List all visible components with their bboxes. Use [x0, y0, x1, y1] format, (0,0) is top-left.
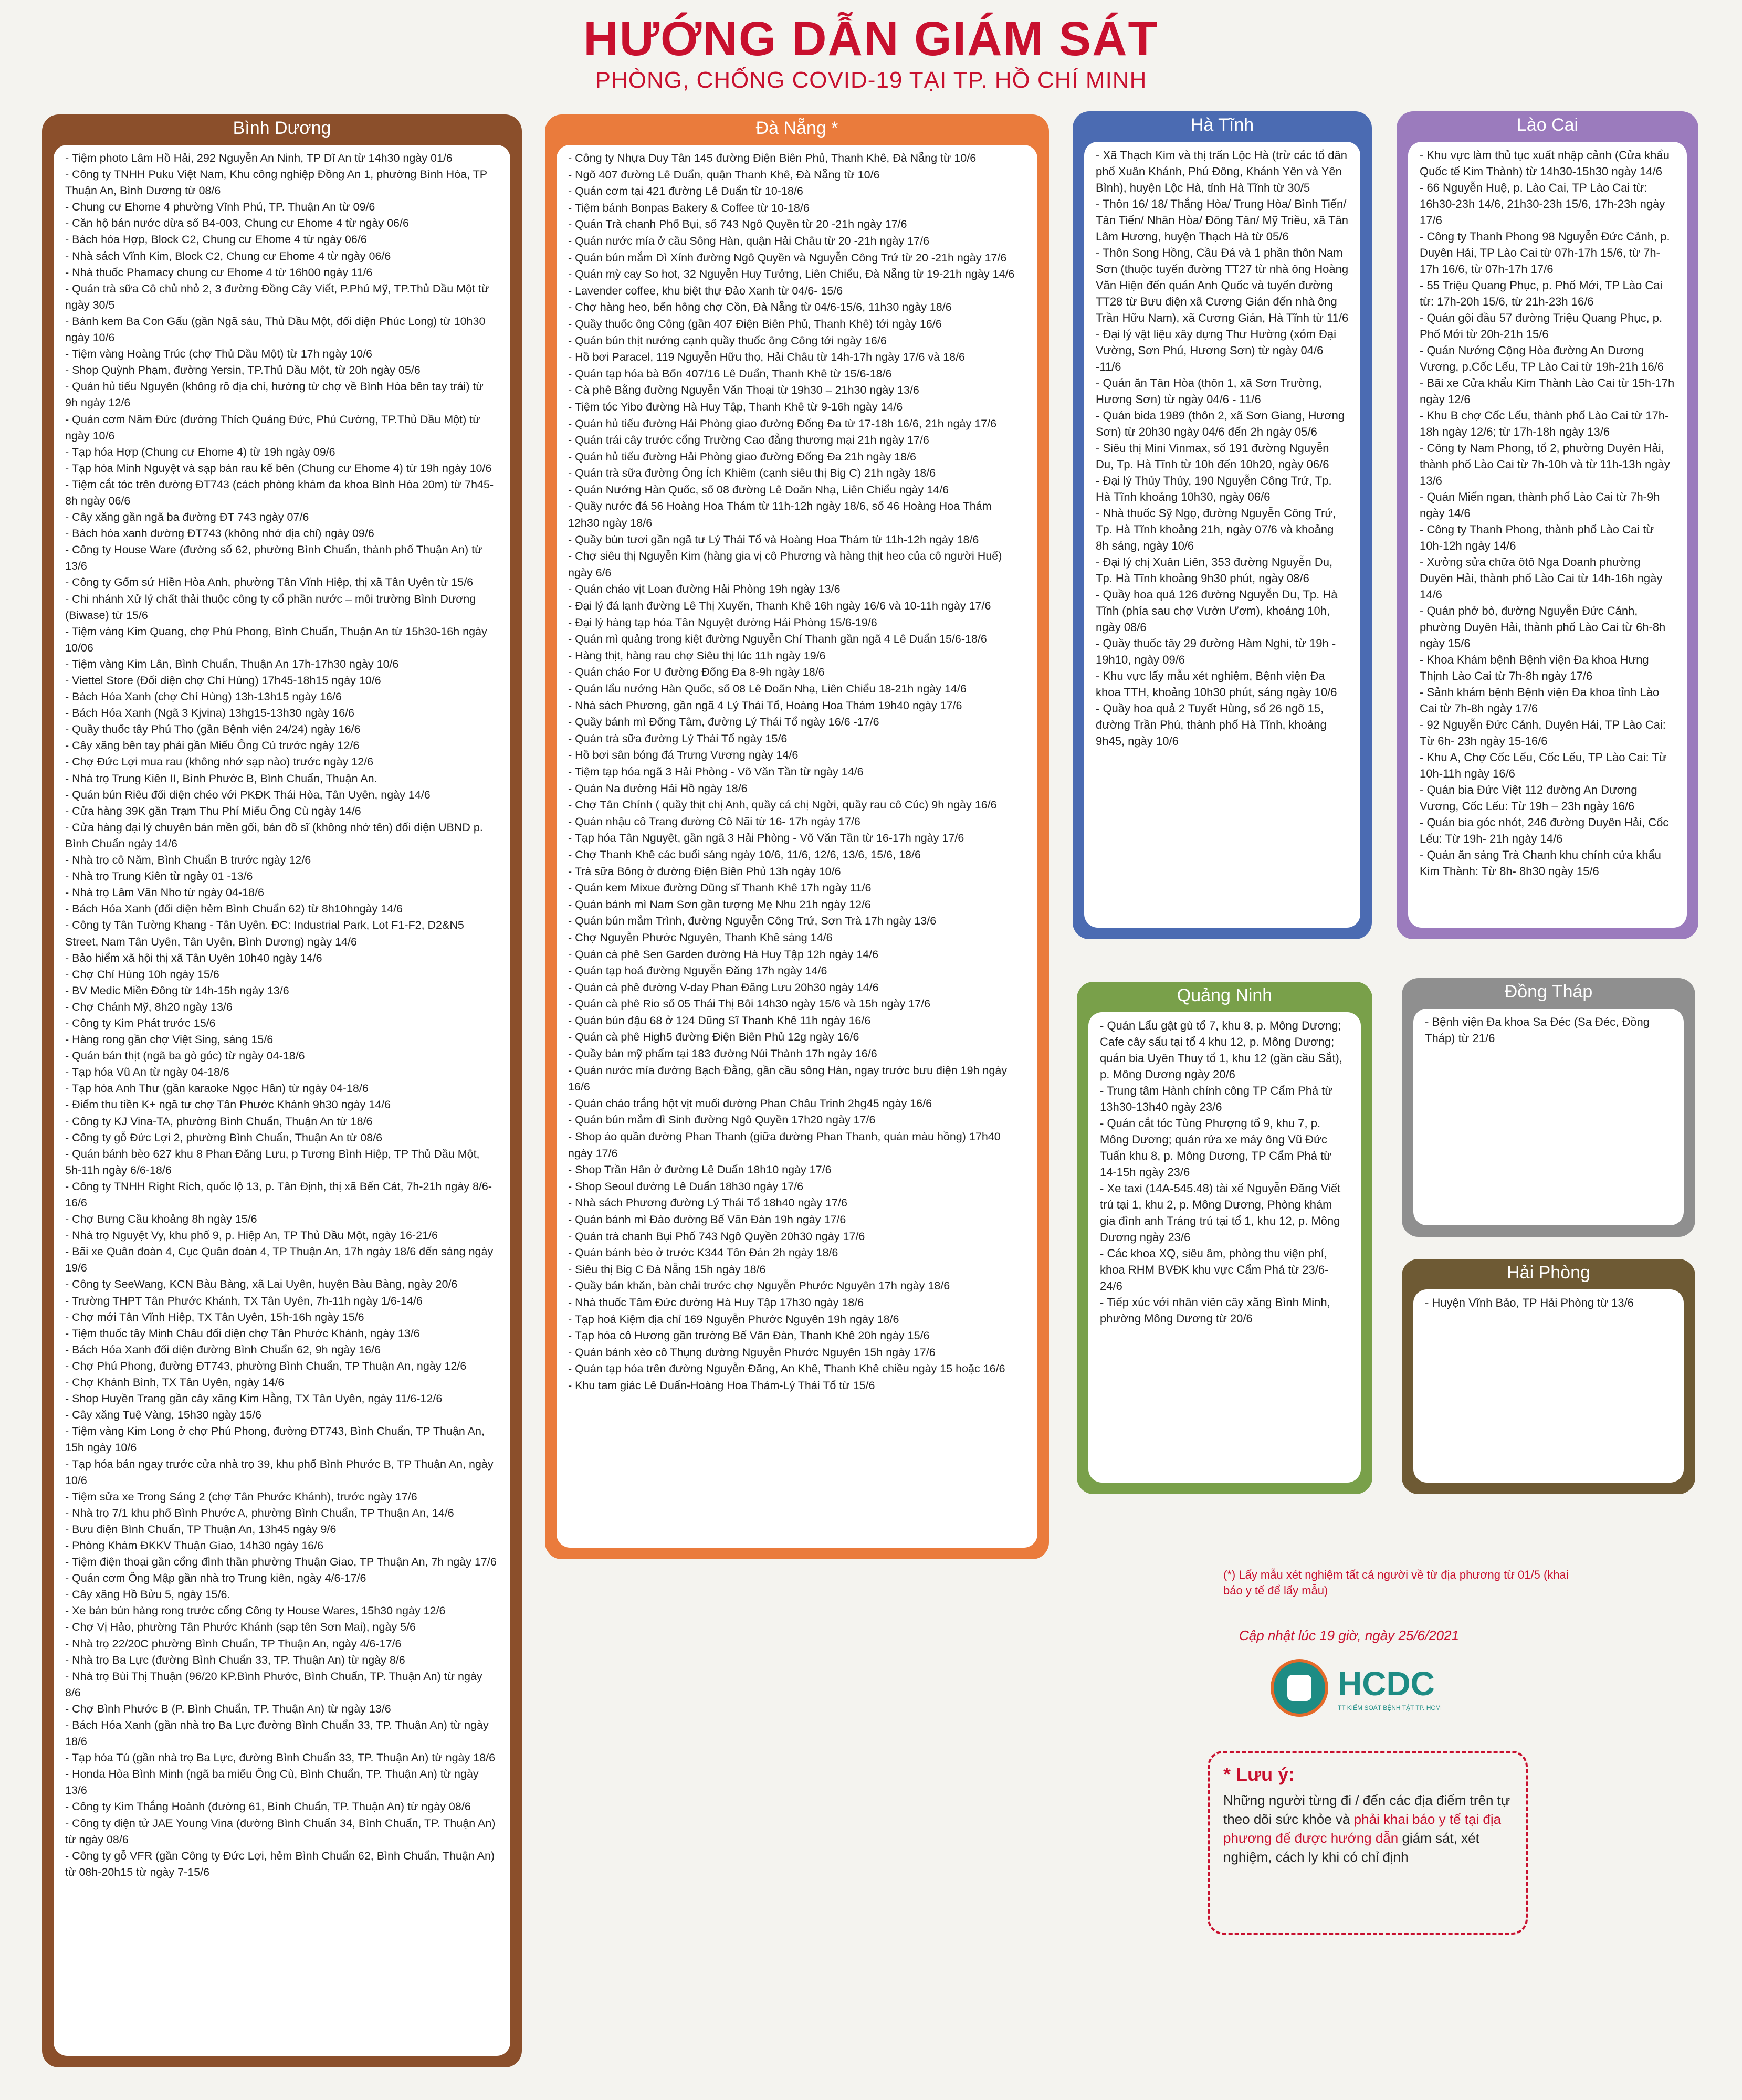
- list-item: - Quầy bán mỹ phẩm tại 183 đường Núi Thành 17h ngày 16/6: [568, 1047, 877, 1060]
- list-item: - Tiếp xúc với nhân viên cây xăng Bình Minh, phường Mông Dương từ 20/6: [1100, 1296, 1330, 1325]
- list-item: - Tạp hóa Vũ An từ ngày 04-18/6: [65, 1066, 229, 1079]
- list-item: - Quán bida 1989 (thôn 2, xã Sơn Giang, Hương Sơn) từ 20h30 ngày 04/6 đến 2h ngày 05/6: [1096, 409, 1345, 438]
- list-item: - Quán bún mắm Dì Xính đường Ngô Quyền và Nguyễn Công Trứ từ 20 -21h ngày 17/6: [568, 251, 1007, 264]
- list-item: - Quán bia Đức Việt 112 đường An Dương Vương, Cốc Lếu: Từ 19h – 23h ngày 16/6: [1420, 783, 1638, 813]
- list-item: - Nhà thuốc Tâm Đức đường Hà Huy Tập 17h30 ngày 18/6: [568, 1296, 864, 1309]
- hcdc-logo-icon: [1271, 1659, 1328, 1717]
- list-item: - Nhà sách Vĩnh Kim, Block C2, Chung cư Ehome 4 từ ngày 06/6: [65, 249, 391, 262]
- list-item: - Công ty Thanh Phong 98 Nguyễn Đức Cảnh, p. Duyên Hải, TP Lào Cai từ 07h-17h 15/6, từ 7h-17h 16/6, từ 07h-17h 17/6: [1420, 230, 1670, 276]
- list-item: - Honda Hòa Bình Minh (ngã ba miếu Ông Cù, Bình Chuẩn, TP. Thuận An) từ ngày 13/6: [65, 1768, 479, 1797]
- list-item: - Tiệm bánh Bonpas Bakery & Coffee từ 10-18/6: [568, 201, 810, 214]
- location-list: [1420, 147, 1675, 879]
- list-item: - Đại lý Thủy Thủy, 190 Nguyễn Công Trứ, Tp. Hà Tĩnh khoảng 10h30, ngày 06/6: [1096, 474, 1332, 503]
- list-item: - Nhà trọ 22/20C phường Bình Chuẩn, TP Thuận An, ngày 4/6-17/6: [65, 1637, 402, 1650]
- list-item: - Tạp hóa Minh Nguyệt và sạp bán rau kế bên (Chung cư Ehome 4) từ 19h ngày 10/6: [65, 461, 492, 475]
- list-item: - Phòng Khám ĐKKV Thuận Giao, 14h30 ngày 16/6: [65, 1539, 324, 1552]
- list-item: - Công ty Kim Thắng Hoành (đường 61, Bình Chuẩn, TP. Thuận An) từ ngày 08/6: [65, 1800, 471, 1813]
- list-item: - Quán lẩu nướng Hàn Quốc, số 08 Lê Doãn Nhạ, Liên Chiểu 18-21h ngày 14/6: [568, 682, 967, 695]
- list-item: - Tiệm sửa xe Trong Sáng 2 (chợ Tân Phước Khánh), trước ngày 17/6: [65, 1490, 417, 1503]
- list-item: - Quán trái cây trước cổng Trường Cao đẳng thương mại 21h ngày 17/6: [568, 434, 929, 447]
- list-item: - Quán Miến ngan, thành phố Lào Cai từ 7h-9h ngày 14/6: [1420, 490, 1660, 520]
- list-item: - Công ty Kim Phát trước 15/6: [65, 1016, 216, 1030]
- list-item: - Quán bánh mì Nam Sơn gần tượng Mẹ Nhu 21h ngày 12/6: [568, 898, 871, 911]
- list-item: - Quán trà sữa đường Lý Thái Tổ ngày 15/6: [568, 732, 788, 745]
- list-item: - Công ty Tân Tường Khang - Tân Uyên. ĐC: Industrial Park, Lot F1-F2, D2&N5 Street, Nam Tân Uyên, Tân Uyên, Bình Dương) ngày 14/6: [65, 919, 464, 948]
- list-item: - Chợ Nguyễn Phước Nguyên, Thanh Khê sáng 14/6: [568, 931, 833, 944]
- list-item: - Xã Thạch Kim và thị trấn Lộc Hà (trừ các tổ dân phố Xuân Khánh, Phú Đông, Khánh Yên và Yên Bình), huyện Lộc Hà, tỉnh Hà Tĩnh từ 30/5: [1096, 149, 1347, 194]
- list-item: - Công ty TNHH Right Rich, quốc lộ 13, p. Tân Định, thị xã Bến Cát, 7h-21h ngày 8/6-16/6: [65, 1180, 492, 1209]
- list-item: - Nhà thuốc Phamacy chung cư Ehome 4 từ 16h00 ngày 11/6: [65, 266, 373, 279]
- location-list: [1425, 1295, 1672, 1311]
- note-text-highlight: phải khai báo y tế tại địa phương để được hướng dẫn: [1223, 1811, 1502, 1846]
- list-item: - Quán ăn sáng Trà Chanh khu chính cửa khẩu Kim Thành: Từ 8h- 8h30 ngày 15/6: [1420, 848, 1661, 878]
- list-item: - Đại lý hàng tạp hóa Tân Nguyệt đường Hải Phòng 15/6-19/6: [568, 616, 877, 629]
- list-item: - Nhà trọ Trung Kiên từ ngày 01 -13/6: [65, 870, 253, 883]
- list-item: - Quán bún mắm Trình, đường Nguyễn Công Trứ, Sơn Trà 17h ngày 13/6: [568, 915, 937, 928]
- list-item: - Tiệm vàng Kim Long ở chợ Phú Phong, đường ĐT743, Bình Chuẩn, TP Thuận An, 15h ngày 10/6: [65, 1425, 485, 1454]
- list-item: - Các khoa XQ, siêu âm, phòng thu viện phí, khoa RHM BVĐK khu vực Cẩm Phả từ 23/6-24/6: [1100, 1247, 1329, 1293]
- list-item: - Chợ hàng heo, bến hông chợ Cồn, Đà Nẵng từ 04/6-15/6, 11h30 ngày 18/6: [568, 301, 952, 314]
- list-item: - Khu B chợ Cốc Lếu, thành phố Lào Cai từ 17h-18h ngày 12/6; từ 17h-18h ngày 13/6: [1420, 409, 1669, 438]
- list-item: - Nhà trọ Ba Lực (đường Bình Chuẩn 33, TP. Thuận An) từ ngày 8/6: [65, 1653, 405, 1666]
- hcdc-logo-text: HCDC: [1338, 1665, 1435, 1703]
- list-item: - Chung cư Ehome 4 phường Vĩnh Phú, TP. Thuận An từ 09/6: [65, 201, 375, 214]
- list-item: - Hồ bơi sân bóng đá Trưng Vương ngày 14/6: [568, 749, 799, 762]
- list-item: - Bãi xe Quân đoàn 4, Cục Quân đoàn 4, TP Thuận An, 17h ngày 18/6 đến sáng ngày 19/6: [65, 1245, 494, 1275]
- hcdc-logo: [1271, 1659, 1460, 1717]
- list-item: - Tiệm photo Lâm Hồ Hải, 292 Nguyễn An Ninh, TP Dĩ An từ 14h30 ngày 01/6: [65, 152, 453, 164]
- list-item: - Công ty Gốm sứ Hiền Hòa Anh, phường Tân Vĩnh Hiệp, thị xã Tân Uyên từ 15/6: [65, 576, 474, 589]
- list-item: - Quán bán thịt (ngã ba gò góc) từ ngày 04-18/6: [65, 1049, 305, 1063]
- list-item: - Chợ Bưng Cầu khoảng 8h ngày 15/6: [65, 1213, 257, 1226]
- list-item: - Thôn 16/ 18/ Thắng Hòa/ Trung Hòa/ Bình Tiến/ Tân Tiến/ Nhân Hòa/ Đông Tân/ Mỹ Triều, xã Tân Lâm Hương, huyện Thạch Hà từ 05/6: [1096, 197, 1348, 243]
- list-item: - Chợ Khánh Bình, TX Tân Uyên, ngày 14/6: [65, 1376, 285, 1389]
- panel-body: [1413, 1289, 1684, 1483]
- list-item: - Quán hủ tiếu Nguyên (không rõ địa chỉ, hướng từ chợ về Bình Hòa bên tay trái) từ 9h ngày 12/6: [65, 380, 484, 410]
- list-item: - Quán nước mía ở cầu Sông Hàn, quận Hải Châu từ 20 -21h ngày 17/6: [568, 234, 930, 247]
- list-item: - Tạp hóa Tú (gần nhà trọ Ba Lực, đường Bình Chuẩn 33, TP. Thuận An) từ ngày 18/6: [65, 1751, 496, 1765]
- panel-title: Hà Tĩnh: [1190, 115, 1254, 135]
- list-item: - Bách Hóa Xanh đối diện đường Bình Chuẩn 62, 9h ngày 16/6: [65, 1343, 381, 1356]
- note-text-part: Những người từng đi / đến các địa điểm trên tự theo dõi sức khỏe và: [1223, 1792, 1510, 1827]
- list-item: - Siêu thị Mini Vinmax, số 191 đường Nguyễn Du, Tp. Hà Tĩnh từ 10h đến 10h20, ngày 06/6: [1096, 442, 1329, 471]
- list-item: - Tiệm vàng Hoàng Trúc (chợ Thủ Dầu Một) từ 17h ngày 10/6: [65, 348, 372, 361]
- list-item: - Tiệm vàng Kim Quang, chợ Phú Phong, Bình Chuẩn, Thuận An từ 15h30-16h ngày 10/06: [65, 625, 487, 654]
- list-item: - Quán kem Mixue đường Dũng sĩ Thanh Khê 17h ngày 11/6: [568, 881, 872, 895]
- list-item: - Quán phở bò, đường Nguyễn Đức Cảnh, phường Duyên Hải, thành phố Lào Cai từ 6h-8h ngày 15/6: [1420, 604, 1666, 650]
- list-item: - Bách Hóa Xanh (gần nhà trọ Ba Lực đường Bình Chuẩn 33, TP. Thuận An) từ ngày 18/6: [65, 1719, 489, 1748]
- list-item: - Công ty gỗ VFR (gần Công ty Đức Lợi, hẻm Bình Chuẩn 62, Bình Chuẩn, Thuận An) từ 08h-20h15 từ ngày 7-15/6: [65, 1849, 495, 1878]
- list-item: - Huyện Vĩnh Bảo, TP Hải Phòng từ 13/6: [1425, 1296, 1634, 1309]
- list-item: - Nhà trọ Nguyệt Vy, khu phố 9, p. Hiệp An, TP Thủ Dầu Một, ngày 16-21/6: [65, 1229, 438, 1242]
- list-item: - Quầy bánh mì Đống Tâm, đường Lý Thái Tổ ngày 16/6 -17/6: [568, 716, 879, 729]
- list-item: - Quán tạp hoá đường Nguyễn Đăng 17h ngày 14/6: [568, 964, 827, 978]
- list-item: - Chợ Đức Lợi mua rau (không nhớ sạp nào) trước ngày 12/6: [65, 755, 374, 769]
- list-item: - 55 Triệu Quang Phục, p. Phố Mới, TP Lào Cai từ: 17h-20h 15/6, từ 21h-23h 16/6: [1420, 279, 1663, 308]
- list-item: - Quán cà phê High5 đường Điện Biên Phủ 12g ngày 16/6: [568, 1031, 859, 1044]
- panel-body: [1408, 142, 1687, 928]
- list-item: - Chợ Vị Hảo, phường Tân Phước Khánh (sạp tên Sơn Mai), ngày 5/6: [65, 1621, 416, 1634]
- panel-body: [1088, 1012, 1361, 1483]
- list-item: - BV Medic Miền Đông từ 14h-15h ngày 13/6: [65, 984, 289, 997]
- list-item: - Quán gội đầu 57 đường Triệu Quang Phục, p. Phố Mới từ 20h-21h 15/6: [1420, 311, 1663, 341]
- footnote-text: Lấy mẫu xét nghiệm tất cả người về từ địa phương từ 01/5 (khai báo y tế để lấy mẫu): [1223, 1568, 1569, 1597]
- list-item: - Quán Na đường Hải Hồ ngày 18/6: [568, 782, 748, 795]
- list-item: - Quán bánh bèo ở trước K344 Tôn Đản 2h ngày 18/6: [568, 1246, 838, 1259]
- list-item: - Quán cơm tại 421 đường Lê Duẩn từ 10-18/6: [568, 185, 803, 198]
- list-item: - Quầy thuốc tây 29 đường Hàm Nghi, từ 19h - 19h10, ngày 09/6: [1096, 637, 1336, 666]
- list-item: - Cà phê Bằng đường Nguyễn Văn Thoại từ 19h30 – 21h30 ngày 13/6: [568, 384, 919, 397]
- list-item: - Quán bánh xèo cô Thụng đường Nguyễn Phước Nguyên 15h ngày 17/6: [568, 1346, 936, 1359]
- list-item: - Đại lý vật liệu xây dựng Thư Hường (xóm Đại Vường, Sơn Phú, Hương Sơn) từ ngày 04/6 -11/6: [1096, 328, 1337, 373]
- list-item: - Quầy thuốc tây Phú Thọ (gần Bệnh viện 24/24) ngày 16/6: [65, 723, 361, 736]
- list-item: - Quán bún thịt nướng cạnh quầy thuốc ông Công tới ngày 16/6: [568, 334, 887, 347]
- list-item: - Chợ Thanh Khê các buổi sáng ngày 10/6, 11/6, 12/6, 13/6, 15/6, 18/6: [568, 848, 921, 861]
- list-item: - Bảo hiểm xã hội thị xã Tân Uyên 10h40 ngày 14/6: [65, 951, 322, 964]
- list-item: - Xe taxi (14A-545.48) tài xế Nguyễn Đăng Viết trú tại 1, khu 2, p. Mông Dương, Phòng khám gia đình anh Tráng trú tại tổ 1, khu 12, p. Mông Dương ngày 23/6: [1100, 1182, 1341, 1244]
- list-item: - Quán cà phê đường V-day Phan Đăng Lưu 20h30 ngày 14/6: [568, 981, 879, 994]
- list-item: - Quầy bán khăn, bàn chải trước chợ Nguyễn Phước Nguyên 17h ngày 18/6: [568, 1279, 950, 1293]
- list-item: - Quán cà phê Rio số 05 Thái Thị Bôi 14h30 ngày 15/6 và 15h ngày 17/6: [568, 998, 931, 1011]
- panel-title: Quảng Ninh: [1177, 985, 1273, 1005]
- list-item: - Cây xăng gần ngã ba đường ĐT 743 ngày 07/6: [65, 511, 309, 524]
- list-item: - Shop Huyền Trang gần cây xăng Kim Hằng, TX Tân Uyên, ngày 11/6-12/6: [65, 1392, 443, 1405]
- list-item: - Xe bán bún hàng rong trước cổng Công ty House Wares, 15h30 ngày 12/6: [65, 1604, 446, 1618]
- list-item: - Nhà trọ Bùi Thị Thuận (96/20 KP.Bình Phước, Bình Chuẩn, TP. Thuận An) từ ngày 8/6: [65, 1670, 482, 1699]
- list-item: - Quán Nướng Hàn Quốc, số 08 đường Lê Doãn Nhạ, Liên Chiểu ngày 14/6: [568, 483, 949, 496]
- panel-body: [1084, 142, 1360, 928]
- list-item: - Quán ăn Tân Hòa (thôn 1, xã Sơn Trường, Hương Sơn) từ ngày 04/6 - 11/6: [1096, 376, 1322, 406]
- location-list: [1096, 147, 1349, 749]
- list-item: - Bưu điện Bình Chuẩn, TP Thuận An, 13h45 ngày 9/6: [65, 1522, 337, 1536]
- hcdc-logo-tagline: TT KIỂM SOÁT BỆNH TẬT TP. HCM: [1338, 1704, 1441, 1712]
- list-item: - Xưởng sửa chữa ôtô Nga Doanh phường Duyên Hải, thành phố Lào Cai từ 14h-16h ngày 14/6: [1420, 555, 1663, 601]
- list-item: - Chợ Tân Chính ( quầy thịt chị Anh, quầy cá chị Ngời, quầy rau cô Cúc) 9h ngày 16/6: [568, 799, 997, 812]
- list-item: - Trung tâm Hành chính công TP Cẩm Phả từ 13h30-13h40 ngày 23/6: [1100, 1084, 1333, 1114]
- location-list: [65, 150, 499, 1881]
- list-item: - Công ty House Ware (đường số 62, phường Bình Chuẩn, thành phố Thuận An) từ 13/6: [65, 543, 482, 573]
- list-item: - Quán tạp hóa trên đường Nguyễn Đăng, An Khê, Thanh Khê chiều ngày 15 hoặc 16/6: [568, 1362, 1005, 1376]
- location-list: [1425, 1014, 1672, 1046]
- list-item: - Chợ mới Tân Vĩnh Hiệp, TX Tân Uyên, 15h-16h ngày 15/6: [65, 1310, 364, 1324]
- list-item: - Nhà sách Phương, gần ngã 4 Lý Thái Tổ, Hoàng Hoa Thám 19h40 ngày 17/6: [568, 699, 962, 712]
- list-item: - Bách Hóa Xanh (Ngã 3 Kjvina) 13hg15-13h30 ngày 16/6: [65, 707, 355, 720]
- list-item: - Khu tam giác Lê Duẩn-Hoàng Hoa Thám-Lý Thái Tổ từ 15/6: [568, 1379, 875, 1392]
- panel-body: [557, 145, 1037, 1548]
- list-item: - Chợ Chí Hùng 10h ngày 15/6: [65, 968, 219, 981]
- list-item: - Quán bánh bèo 627 khu 8 Phan Đăng Lưu, p Tương Bình Hiệp, TP Thủ Dầu Một, 5h-11h ngày 6/6-18/6: [65, 1147, 480, 1177]
- footnote-marker: (*): [1223, 1568, 1236, 1581]
- list-item: - Cây xăng Tuệ Vàng, 15h30 ngày 15/6: [65, 1409, 262, 1422]
- panel-title: Hải Phòng: [1507, 1263, 1590, 1283]
- list-item: - Tạp hóa Hợp (Chung cư Ehome 4) từ 19h ngày 09/6: [65, 445, 335, 458]
- list-item: - Sảnh khám bệnh Bệnh viện Đa khoa tỉnh Lào Cai từ 7h-8h ngày 17/6: [1420, 686, 1660, 715]
- list-item: - Quán mỳ cay So hot, 32 Nguyễn Huy Tưởng, Liên Chiểu, Đà Nẵng từ 19-21h ngày 14/6: [568, 268, 1015, 281]
- list-item: - Khu vực làm thủ tục xuất nhập cảnh (Cửa khẩu Quốc tế Kim Thành) từ 14h30-15h30 ngày 14/6: [1420, 149, 1670, 178]
- list-item: - Tạp hóa Tân Nguyệt, gần ngã 3 Hải Phòng - Võ Văn Tần từ 16-17h ngày 17/6: [568, 832, 964, 845]
- panel-ha-tinh: [1073, 111, 1372, 939]
- list-item: - Công ty SeeWang, KCN Bàu Bàng, xã Lai Uyên, huyện Bàu Bàng, ngày 20/6: [65, 1278, 458, 1291]
- list-item: - Nhà sách Phương đường Lý Thái Tổ 18h40 ngày 17/6: [568, 1196, 847, 1210]
- list-item: - Siêu thị Big C Đà Nẵng 15h ngày 18/6: [568, 1263, 766, 1276]
- list-item: - Nhà trọ Trung Kiên II, Bình Phước B, Bình Chuẩn, Thuận An.: [65, 772, 377, 785]
- list-item: - Quán trà sữa đường Ông Ích Khiêm (cạnh siêu thị Big C) 21h ngày 18/6: [568, 467, 936, 480]
- list-item: - Chợ Chánh Mỹ, 8h20 ngày 13/6: [65, 1000, 233, 1013]
- list-item: - Nhà trọ Lâm Văn Nho từ ngày 04-18/6: [65, 886, 264, 899]
- list-item: - Quán cháo vịt Loan đường Hải Phòng 19h ngày 13/6: [568, 583, 841, 596]
- list-item: - Shop Trần Hân ở đường Lê Duẩn 18h10 ngày 17/6: [568, 1163, 832, 1177]
- list-item: - Tiệm cắt tóc trên đường ĐT743 (cách phòng khám đa khoa Bình Hòa 20m) từ 7h45-8h ngày 06/6: [65, 478, 494, 507]
- list-item: - Quán bún mắm dì Sinh đường Ngô Quyền 17h20 ngày 17/6: [568, 1114, 876, 1127]
- list-item: - Tạp hóa Anh Thư (gần karaoke Ngọc Hân) từ ngày 04-18/6: [65, 1082, 369, 1095]
- page-subtitle: PHÒNG, CHỐNG COVID-19 TẠI TP. HỒ CHÍ MINH: [595, 67, 1147, 93]
- list-item: - Quán tạp hóa bà Bốn 407/16 Lê Duẩn, Thanh Khê từ 15/6-18/6: [568, 367, 892, 380]
- update-time: Cập nhật lúc 19 giờ, ngày 25/6/2021: [1239, 1628, 1460, 1643]
- list-item: - Quầy thuốc ông Công (gần 407 Điện Biên Phủ, Thanh Khê) tới ngày 16/6: [568, 317, 942, 330]
- list-item: - Điểm thu tiền K+ ngã tư chợ Tân Phước Khánh 9h30 ngày 14/6: [65, 1098, 391, 1111]
- list-item: - Chợ siêu thị Nguyễn Kim (hàng gia vị cô Phương và hàng thịt heo của cô người Huế) ngày 6/6: [568, 550, 1002, 579]
- list-item: - Chợ Bình Phước B (P. Bình Chuẩn, TP. Thuận An) từ ngày 13/6: [65, 1702, 391, 1715]
- list-item: - Đại lý chị Xuân Liên, 353 đường Nguyễn Du, Tp. Hà Tĩnh khoảng 9h30 phút, ngày 08/6: [1096, 555, 1333, 585]
- list-item: - Quán hủ tiếu đường Hải Phòng giao đường Đống Đa từ 17-18h 16/6, 21h ngày 17/6: [568, 417, 997, 430]
- list-item: - Quán trà chanh Bụi Phố 743 Ngô Quyền 20h30 ngày 17/6: [568, 1230, 865, 1243]
- panel-title: Đà Nẵng *: [755, 118, 838, 138]
- list-item: - Quán nhậu cô Trang đường Cô Nãi từ 16- 17h ngày 17/6: [568, 815, 860, 828]
- list-item: - Tiệm thuốc tây Minh Châu đối diện chợ Tân Phước Khánh, ngày 13/6: [65, 1327, 420, 1340]
- list-item: - Tiệm tạp hóa ngã 3 Hải Phòng - Võ Văn Tần từ ngày 14/6: [568, 765, 864, 778]
- list-item: - Cây xăng Hồ Bửu 5, ngày 15/6.: [65, 1588, 230, 1601]
- list-item: - Hàng rong gần chợ Việt Sing, sáng 15/6: [65, 1033, 274, 1046]
- list-item: - Quán cơm Năm Đức (đường Thích Quảng Đức, Phú Cường, TP.Thủ Dầu Một) từ ngày 10/6: [65, 413, 480, 442]
- list-item: - Công ty TNHH Puku Việt Nam, Khu công nghiệp Đồng An 1, phường Bình Hòa, TP Thuận An, Bình Dương từ 08/6: [65, 168, 487, 197]
- list-item: - Quán bún đậu 68 ở 124 Dũng Sĩ Thanh Khê 11h ngày 16/6: [568, 1014, 871, 1027]
- panel-body: [1413, 1009, 1684, 1225]
- list-item: - Tạp hóa cô Hương gần trường Bế Văn Đàn, Thanh Khê 20h ngày 15/6: [568, 1329, 930, 1342]
- list-item: - 92 Nguyễn Đức Cảnh, Duyên Hải, TP Lào Cai: Từ 6h- 23h ngày 15-16/6: [1420, 718, 1666, 748]
- list-item: - Quán Nướng Cộng Hòa đường An Dương Vương, p.Cốc Lếu, TP Lào Cai từ 19h-21h 16/6: [1420, 344, 1664, 373]
- note-text-part: giám sát, xét nghiệm, cách ly khi có chỉ định: [1223, 1830, 1479, 1865]
- note-box: [1208, 1751, 1528, 1935]
- list-item: - Bệnh viện Đa khoa Sa Đéc (Sa Đéc, Đồng Tháp) từ 21/6: [1425, 1015, 1650, 1045]
- list-item: - Tạp hoá Kiệm địa chỉ 169 Nguyễn Phước Nguyên 19h ngày 18/6: [568, 1312, 899, 1326]
- list-item: - Quầy bún tươi gần ngã tư Lý Thái Tổ và Hoàng Hoa Thám từ 11h-12h ngày 18/6: [568, 533, 979, 546]
- location-list: [1100, 1017, 1349, 1327]
- list-item: - Công ty KJ Vina-TA, phường Bình Chuẩn, Thuận An từ 18/6: [65, 1115, 373, 1128]
- list-item: - Thôn Song Hồng, Cầu Đá và 1 phần thôn Nam Sơn (thuộc tuyến đường TT27 từ nhà ông Hoàng Văn Hiện đến quán Anh Quốc và tuyến đường TT28 từ Bưu điện xã Cương Gián đến nhà ông Trần Hữu Nam), xã Cương Gián, Hà Tĩnh từ 11/6: [1096, 246, 1349, 324]
- list-item: - Tiệm vàng Kim Lân, Bình Chuẩn, Thuận An 17h-17h30 ngày 10/6: [65, 657, 399, 670]
- note-text: [1223, 1791, 1512, 1866]
- list-item: - Ngõ 407 đường Lê Duẩn, quận Thanh Khê, Đà Nẵng từ 10/6: [568, 168, 880, 181]
- list-item: - Bánh kem Ba Con Gấu (gần Ngã sáu, Thủ Dầu Một, đối diện Phúc Long) từ 10h30 ngày 10/6: [65, 314, 486, 344]
- list-item: - Quán bia góc nhót, 246 đường Duyên Hải, Cốc Lếu: Từ 19h- 21h ngày 14/6: [1420, 816, 1669, 845]
- list-item: - Trường THPT Tân Phước Khánh, TX Tân Uyên, 7h-11h ngày 1/6-14/6: [65, 1294, 423, 1307]
- list-item: - Cửa hàng đại lý chuyên bán mền gối, bán đồ sĩ (không nhớ tên) đối diện UBND p. Bình Chuẩn ngày 14/6: [65, 821, 483, 850]
- panel-hai-phong: [1402, 1259, 1695, 1494]
- list-item: - Nhà trọ 7/1 khu phố Bình Phước A, phường Bình Chuẩn, TP Thuận An, 14/6: [65, 1506, 454, 1519]
- list-item: - Hồ bơi Paracel, 119 Nguyễn Hữu thọ, Hải Châu từ 14h-17h ngày 17/6 và 18/6: [568, 351, 966, 364]
- list-item: - Cửa hàng 39K gần Trạm Thu Phí Miếu Ông Cù ngày 14/6: [65, 804, 361, 817]
- list-item: - Tạp hóa bán ngay trước cửa nhà trọ 39, khu phố Bình Phước B, TP Thuận An, ngày 10/6: [65, 1457, 494, 1487]
- panel-lao-cai: [1397, 111, 1698, 939]
- list-item: - Lavender coffee, khu biệt thự Đảo Xanh từ 04/6- 15/6: [568, 284, 843, 297]
- panel-title: Lào Cai: [1516, 115, 1579, 135]
- list-item: - Khu vực lấy mẫu xét nghiệm, Bệnh viện Đa khoa TTH, khoảng 10h30 phút, sáng ngày 10/6: [1096, 669, 1337, 699]
- list-item: - Shop áo quần đường Phan Thanh (giữa đường Phan Thanh, quán màu hồng) 17h40 ngày 17/6: [568, 1130, 1001, 1160]
- list-item: - Bách Hóa Xanh (đối diện hẻm Bình Chuẩn 62) từ 8h10hngày 14/6: [65, 902, 403, 916]
- list-item: - Hàng thịt, hàng rau chợ Siêu thị lúc 11h ngày 19/6: [568, 649, 826, 662]
- list-item: - Quầy hoa quả 126 đường Nguyễn Du, Tp. Hà Tĩnh (phía sau chợ Vườn Ươm), khoảng 10h, ngày 08/6: [1096, 588, 1338, 634]
- list-item: - Quán cà phê Sen Garden đường Hà Huy Tập 12h ngày 14/6: [568, 948, 879, 961]
- list-item: - 66 Nguyễn Huệ, p. Lào Cai, TP Lào Cai từ: 16h30-23h 14/6, 21h30-23h 15/6, 17h-23h ngày 17/6: [1420, 181, 1665, 227]
- list-item: - Khoa Khám bệnh Bệnh viện Đa khoa Hưng Thịnh Lào Cai từ 7h-8h ngày 17/6: [1420, 653, 1649, 682]
- list-item: - Shop Seoul đường Lê Duẩn 18h30 ngày 17/6: [568, 1180, 804, 1193]
- list-item: - Quán hủ tiếu đường Hải Phòng giao đường Đống Đa 21h ngày 18/6: [568, 450, 917, 463]
- list-item: - Viettel Store (Đối diện chợ Chí Hùng) 17h45-18h15 ngày 10/6: [65, 674, 381, 687]
- list-item: - Đại lý đá lạnh đường Lê Thị Xuyến, Thanh Khê 16h ngày 16/6 và 10-11h ngày 17/6: [568, 600, 991, 613]
- list-item: - Cây xăng bên tay phải gần Miếu Ông Cù trước ngày 12/6: [65, 739, 360, 752]
- list-item: - Chi nhánh Xử lý chất thải thuộc công ty cổ phần nước – môi trường Bình Dương (Biwase) từ 15/6: [65, 592, 476, 622]
- panel-dong-thap: [1402, 978, 1695, 1237]
- list-item: - Bách Hóa Xanh (chợ Chí Hùng) 13h-13h15 ngày 16/6: [65, 690, 342, 704]
- list-item: - Công ty Nhựa Duy Tân 145 đường Điện Biên Phủ, Thanh Khê, Đà Nẵng từ 10/6: [568, 152, 977, 164]
- list-item: - Quầy hoa quả 2 Tuyết Hùng, số 26 ngõ 15, đường Trần Phú, thành phố Hà Tĩnh, khoảng 9h45, ngày 10/6: [1096, 702, 1327, 748]
- list-item: - Công ty Thanh Phong, thành phố Lào Cai từ 10h-12h ngày 14/6: [1420, 523, 1654, 552]
- panel-quang-ninh: [1077, 982, 1372, 1494]
- list-item: - Quán cắt tóc Tùng Phượng tổ 9, khu 7, p. Mông Dương; quán rửa xe máy ông Vũ Đức Tuấn khu 8, p. Mông Dương, TP Cẩm Phả từ 14-15h ngày 23/6: [1100, 1117, 1331, 1179]
- list-item: - Quán nước mía đường Bạch Đằng, gần cầu sông Hàn, ngay trước bưu điện 19h ngày 16/6: [568, 1064, 1008, 1094]
- note-title: * Lưu ý:: [1223, 1763, 1295, 1785]
- list-item: - Bãi xe Cửa khẩu Kim Thành Lào Cai từ 15h-17h ngày 12/6: [1420, 376, 1675, 406]
- list-item: - Quán mì quảng trong kiệt đường Nguyễn Chí Thanh gần ngã 4 Lê Duẩn 15/6-18/6: [568, 633, 987, 646]
- page-title: HƯỚNG DẪN GIÁM SÁT: [583, 12, 1159, 66]
- list-item: - Quán cháo For U đường Đống Đa 8-9h ngày 18/6: [568, 666, 825, 679]
- list-item: - Quầy nước đá 56 Hoàng Hoa Thám từ 11h-12h ngày 18/6, số 46 Hoàng Hoa Thám 12h30 ngày 18/6: [568, 500, 992, 530]
- list-item: - Nhà thuốc Sỹ Ngọ, đường Nguyễn Công Trứ, Tp. Hà Tĩnh khoảng 21h, ngày 07/6 và khoảng 8h sáng, ngày 10/6: [1096, 507, 1336, 552]
- list-item: - Công ty gỗ Đức Lợi 2, phường Bình Chuẩn, Thuận An từ 08/6: [65, 1131, 383, 1144]
- list-item: - Quán bún Riêu đối diện chéo với PKĐK Thái Hòa, Tân Uyên, ngày 14/6: [65, 788, 431, 801]
- panel-binh-duong: [42, 114, 522, 2067]
- list-item: - Shop Quỳnh Phạm, đường Yersin, TP.Thủ Dầu Một, từ 20h ngày 05/6: [65, 364, 421, 377]
- list-item: - Công ty Nam Phong, tổ 2, phường Duyên Hải, thành phố Lào Cai từ 7h-10h và từ 11h-13h ngày 13/6: [1420, 442, 1670, 487]
- list-item: - Chợ Phú Phong, đường ĐT743, phường Bình Chuẩn, TP Thuận An, ngày 12/6: [65, 1359, 467, 1372]
- panel-title: Đồng Tháp: [1504, 982, 1593, 1002]
- list-item: - Quán bánh mì Đào đường Bế Văn Đàn 19h ngày 17/6: [568, 1213, 846, 1226]
- list-item: - Khu A, Chợ Cốc Lếu, Cốc Lếu, TP Lào Cai: Từ 10h-11h ngày 16/6: [1420, 751, 1667, 780]
- footnote: [1223, 1567, 1591, 1599]
- list-item: - Tiệm điện thoại gần cổng đình thần phường Thuận Giao, TP Thuận An, 7h ngày 17/6: [65, 1556, 497, 1569]
- panel-title: Bình Dương: [233, 118, 331, 138]
- list-item: - Nhà trọ cô Năm, Bình Chuẩn B trước ngày 12/6: [65, 854, 311, 867]
- panel-da-nang: [545, 114, 1049, 1559]
- list-item: - Trà sữa Bông ở đường Điện Biên Phủ 13h ngày 10/6: [568, 865, 841, 878]
- list-item: - Quán cháo trắng hột vịt muối đường Phan Châu Trinh 2hg45 ngày 16/6: [568, 1097, 932, 1110]
- panel-body: [54, 145, 510, 2056]
- list-item: - Quán cơm Ông Mập gần nhà trọ Trung kiên, ngày 4/6-17/6: [65, 1572, 366, 1585]
- list-item: - Quán Lẩu gật gù tổ 7, khu 8, p. Mông Dương; Cafe cây sấu tại tổ 4 khu 12, p. Mông Dương; quán bia Uyên Thuy tổ 1, khu 12 (gần cầu Sắt), p. Mông Dương ngày 20/6: [1100, 1019, 1342, 1081]
- list-item: - Bách hóa xanh đường ĐT743 (không nhớ địa chỉ) ngày 09/6: [65, 527, 374, 540]
- location-list: [568, 150, 1026, 1394]
- list-item: - Quán trà sữa Cô chủ nhỏ 2, 3 đường Đồng Cây Viết, P.Phú Mỹ, TP.Thủ Dầu Một từ ngày 30/5: [65, 282, 489, 311]
- list-item: - Căn hộ bán nước dừa số B4-003, Chung cư Ehome 4 từ ngày 06/6: [65, 217, 409, 230]
- list-item: - Quán Trà chanh Phố Bụi, số 743 Ngô Quyền từ 20 -21h ngày 17/6: [568, 218, 907, 231]
- list-item: - Tiệm tóc Yibo đường Hà Huy Tập, Thanh Khê từ 9-16h ngày 14/6: [568, 400, 903, 413]
- list-item: - Công ty điện tử JAE Young Vina (đường Bình Chuẩn 34, Bình Chuẩn, TP. Thuận An) từ ngày 08/6: [65, 1816, 496, 1846]
- list-item: - Bách hóa Hợp, Block C2, Chung cư Ehome 4 từ ngày 06/6: [65, 233, 367, 246]
